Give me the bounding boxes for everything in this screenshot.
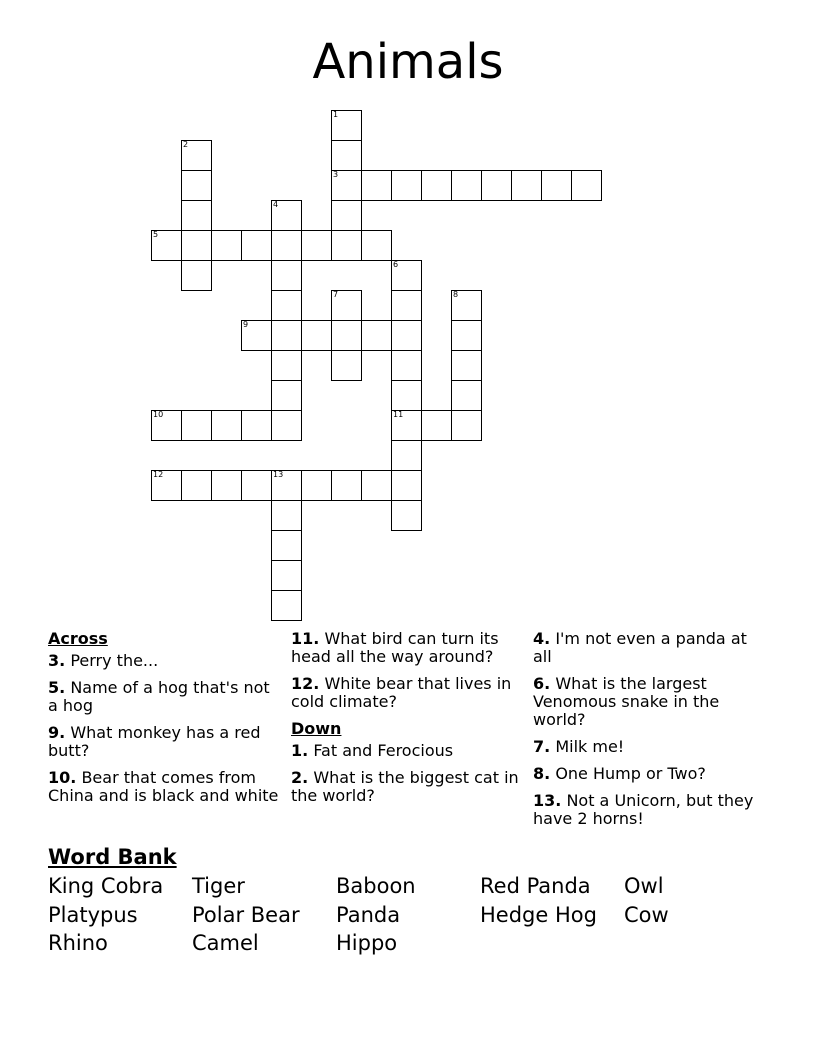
- clue-number-label: 10: [153, 410, 164, 419]
- grid-cell: [451, 410, 482, 441]
- clue-number: 2.: [291, 768, 309, 787]
- word-bank-item: Panda: [336, 903, 401, 927]
- grid-cell: [451, 380, 482, 411]
- clue-number: 5.: [48, 678, 66, 697]
- grid-cell: [331, 140, 362, 171]
- grid-cell: [211, 470, 242, 501]
- grid-cell: [331, 350, 362, 381]
- grid-cell: [391, 380, 422, 411]
- word-bank-item: Camel: [192, 931, 259, 955]
- grid-cell: [391, 410, 422, 441]
- grid-cell: [181, 230, 212, 261]
- grid-cell: [481, 170, 512, 201]
- clue-text: Not a Unicorn, but they have 2 horns!: [533, 791, 754, 828]
- clue-number-label: 3: [333, 170, 339, 179]
- grid-cell: [361, 230, 392, 261]
- grid-cell: [271, 590, 302, 621]
- grid-cell: [391, 320, 422, 351]
- grid-cell: [391, 290, 422, 321]
- clue-across-12: [291, 675, 523, 711]
- clue-number-label: 11: [393, 410, 404, 419]
- clue-number: 8.: [533, 764, 551, 783]
- down-heading: Down: [291, 719, 342, 738]
- grid-cell: [271, 410, 302, 441]
- grid-cell: [151, 230, 182, 261]
- word-bank-item: Tiger: [192, 874, 245, 898]
- word-bank-item: Red Panda: [480, 874, 591, 898]
- clue-number-label: 12: [153, 470, 164, 479]
- grid-cell: [361, 470, 392, 501]
- grid-cell: [181, 410, 212, 441]
- grid-cell: [241, 410, 272, 441]
- grid-cell: [271, 530, 302, 561]
- clue-number-label: 2: [183, 140, 189, 149]
- grid-cell: [331, 230, 362, 261]
- page-title: Animals: [312, 34, 504, 90]
- grid-cell: [181, 140, 212, 171]
- clue-number-label: 8: [453, 290, 459, 299]
- clue-text: Bear that comes from China and is black and white: [48, 768, 279, 805]
- grid-cell: [271, 560, 302, 591]
- grid-cell: [181, 260, 212, 291]
- grid-cell: [271, 230, 302, 261]
- clue-down-4: [533, 630, 765, 666]
- grid-cell: [331, 110, 362, 141]
- clues-column-1: [48, 630, 280, 814]
- grid-cell: [451, 170, 482, 201]
- grid-cell: [511, 170, 542, 201]
- clue-number-label: 6: [393, 260, 399, 269]
- clue-down-13: [533, 792, 765, 828]
- clue-text: White bear that lives in cold climate?: [291, 674, 512, 711]
- grid-cell: [421, 170, 452, 201]
- grid-cell: [391, 440, 422, 471]
- clue-text: Fat and Ferocious: [313, 741, 454, 760]
- clue-text: What is the largest Venomous snake in the world?: [533, 674, 720, 729]
- clue-number: 4.: [533, 629, 551, 648]
- clue-across-11: [291, 630, 523, 666]
- grid-cell: [301, 320, 332, 351]
- word-bank-item: Platypus: [48, 903, 138, 927]
- clue-number: 3.: [48, 651, 66, 670]
- clue-text: What bird can turn its head all the way around?: [291, 629, 499, 666]
- clue-number: 6.: [533, 674, 551, 693]
- clue-down-6: [533, 675, 765, 729]
- clue-number: 10.: [48, 768, 77, 787]
- clue-number-label: 4: [273, 200, 279, 209]
- grid-cell: [271, 260, 302, 291]
- clue-number-label: 9: [243, 320, 249, 329]
- clue-across-9: [48, 724, 280, 760]
- grid-cell: [571, 170, 602, 201]
- grid-cell: [271, 470, 302, 501]
- clue-down-8: [533, 765, 765, 783]
- grid-cell: [241, 320, 272, 351]
- clues-column-3: [533, 630, 765, 837]
- grid-cell: [271, 350, 302, 381]
- clue-text: What monkey has a red butt?: [48, 723, 261, 760]
- grid-cell: [391, 350, 422, 381]
- grid-cell: [151, 470, 182, 501]
- grid-cell: [451, 350, 482, 381]
- clue-number: 9.: [48, 723, 66, 742]
- clue-number: 11.: [291, 629, 320, 648]
- clue-number-label: 5: [153, 230, 159, 239]
- grid-cell: [271, 380, 302, 411]
- grid-cell: [421, 410, 452, 441]
- clue-down-1: [291, 742, 523, 760]
- clue-text: Milk me!: [555, 737, 625, 756]
- grid-cell: [271, 500, 302, 531]
- clue-down-2: [291, 769, 523, 805]
- word-bank-item: Baboon: [336, 874, 416, 898]
- grid-cell: [241, 470, 272, 501]
- grid-cell: [331, 320, 362, 351]
- clue-number: 7.: [533, 737, 551, 756]
- grid-cell: [301, 470, 332, 501]
- word-bank-title: Word Bank: [48, 845, 177, 869]
- grid-cell: [391, 470, 422, 501]
- clue-number: 1.: [291, 741, 309, 760]
- word-bank-item: King Cobra: [48, 874, 164, 898]
- grid-cell: [181, 470, 212, 501]
- grid-cell: [391, 500, 422, 531]
- grid-cell: [211, 230, 242, 261]
- clue-text: What is the biggest cat in the world?: [291, 768, 519, 805]
- grid-cell: [451, 290, 482, 321]
- clue-text: One Hump or Two?: [555, 764, 706, 783]
- word-bank-item: Hedge Hog: [480, 903, 597, 927]
- clue-number-label: 13: [273, 470, 284, 479]
- grid-cell: [331, 470, 362, 501]
- across-heading: Across: [48, 629, 108, 648]
- clue-across-5: [48, 679, 280, 715]
- grid-cell: [361, 320, 392, 351]
- grid-cell: [181, 200, 212, 231]
- grid-cell: [271, 200, 302, 231]
- grid-cell: [391, 170, 422, 201]
- clue-number: 13.: [533, 791, 562, 810]
- word-bank-item: Polar Bear: [192, 903, 300, 927]
- word-bank-item: Cow: [624, 903, 669, 927]
- grid-cell: [241, 230, 272, 261]
- grid-cell: [331, 200, 362, 231]
- grid-cell: [151, 410, 182, 441]
- grid-cell: [271, 320, 302, 351]
- grid-cell: [211, 410, 242, 441]
- word-bank-item: Hippo: [336, 931, 398, 955]
- clue-number: 12.: [291, 674, 320, 693]
- word-bank-item: Owl: [624, 874, 664, 898]
- grid-cell: [391, 260, 422, 291]
- clue-down-7: [533, 738, 765, 756]
- grid-cell: [361, 170, 392, 201]
- clue-text: Perry the...: [70, 651, 159, 670]
- grid-cell: [181, 170, 212, 201]
- grid-cell: [271, 290, 302, 321]
- clue-across-10: [48, 769, 280, 805]
- clues-column-2: [291, 630, 523, 814]
- clue-across-3: [48, 652, 280, 670]
- word-bank-item: Rhino: [48, 931, 108, 955]
- clue-text: Name of a hog that's not a hog: [48, 678, 270, 715]
- clue-number-label: 7: [333, 290, 339, 299]
- grid-cell: [331, 170, 362, 201]
- clue-text: I'm not even a panda at all: [533, 629, 747, 666]
- grid-cell: [301, 230, 332, 261]
- grid-cell: [331, 290, 362, 321]
- clue-number-label: 1: [333, 110, 339, 119]
- grid-cell: [451, 320, 482, 351]
- grid-cell: [541, 170, 572, 201]
